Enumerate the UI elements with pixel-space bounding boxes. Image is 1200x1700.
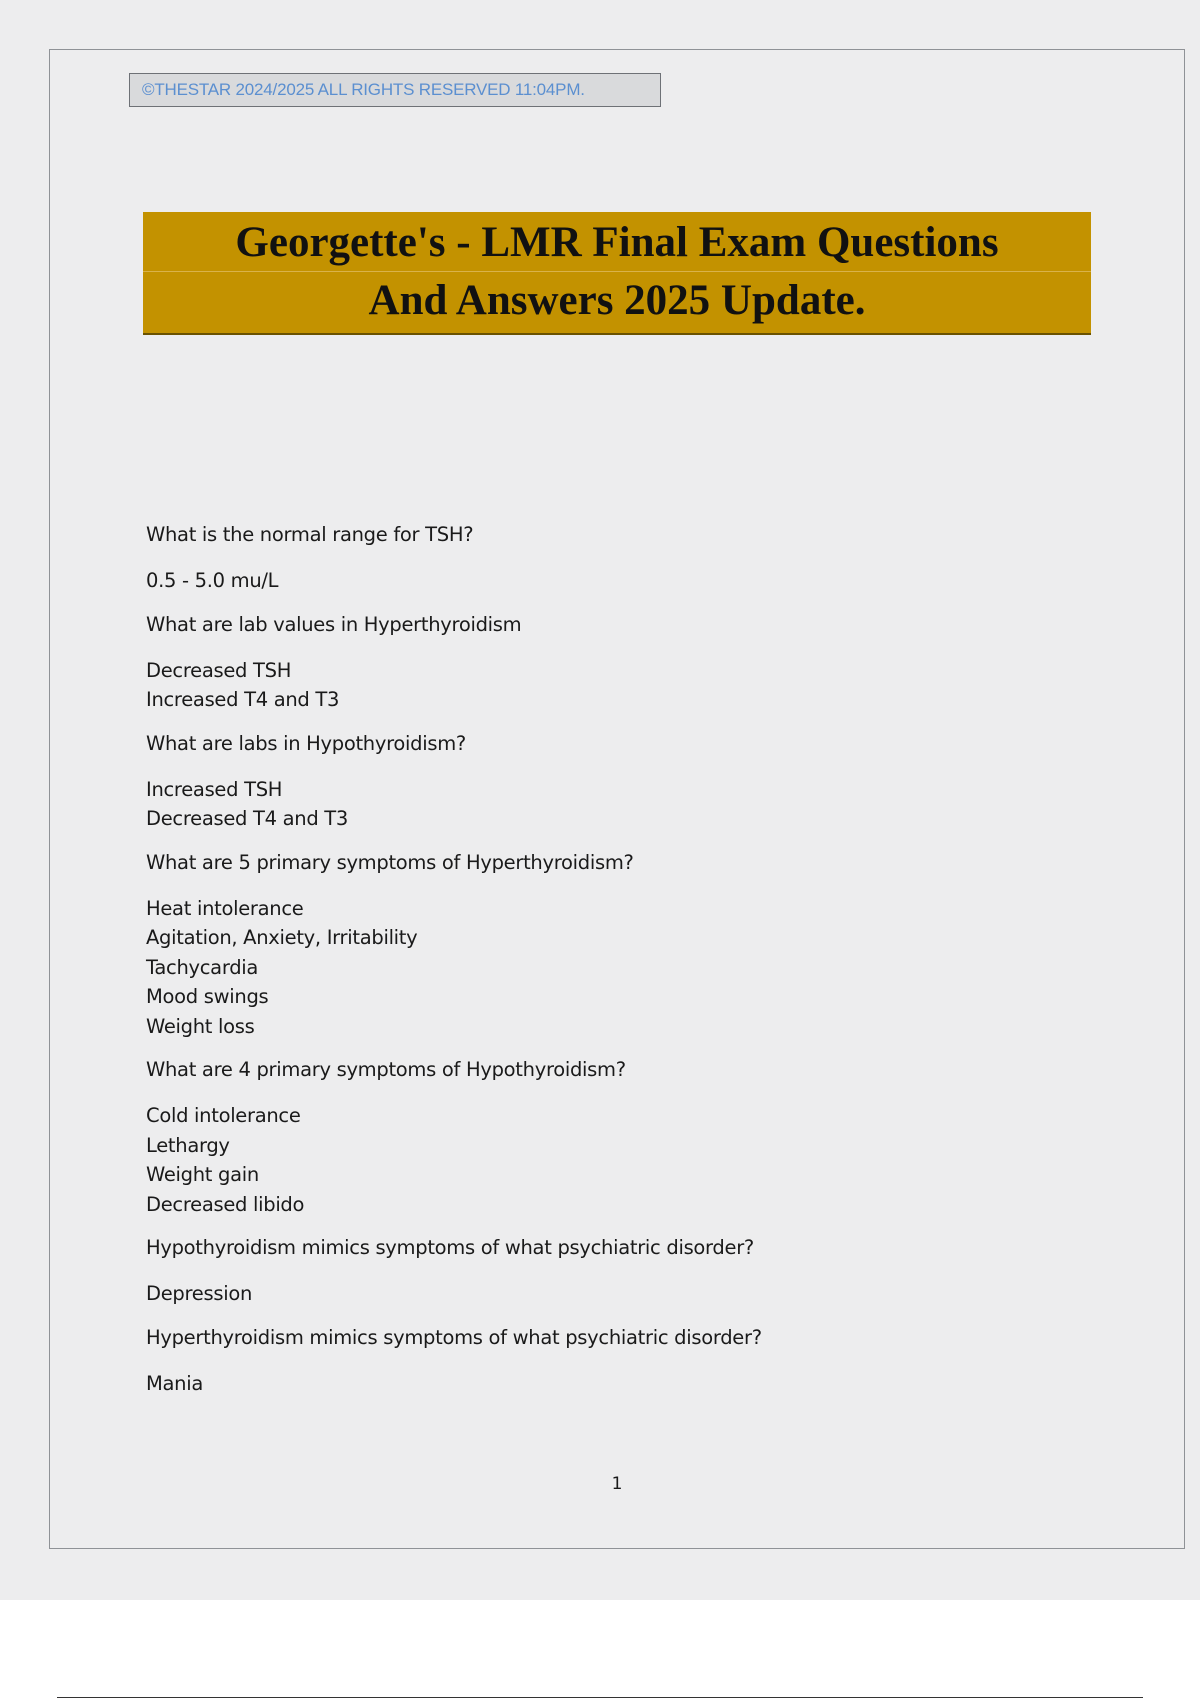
qa-item xyxy=(146,610,1046,715)
question-text: What is the normal range for TSH? xyxy=(146,523,474,546)
answer-line: Mania xyxy=(146,1371,204,1395)
answer-line: Weight gain xyxy=(146,1163,259,1186)
question-text: What are labs in Hypothyroidism? xyxy=(146,731,466,755)
question-text: What are 4 primary symptoms of Hypothyroidism? xyxy=(146,1058,626,1081)
answer-block xyxy=(146,775,1046,834)
answer-block xyxy=(146,656,1046,715)
answer-line: Increased T4 and T3 xyxy=(146,688,340,711)
qa-item xyxy=(146,520,1046,596)
qa-item xyxy=(146,729,1046,834)
answer-line: Tachycardia xyxy=(146,955,259,979)
qa-item xyxy=(146,1055,1046,1219)
answer-block xyxy=(146,1279,1046,1309)
answer-line: Increased TSH xyxy=(146,777,283,801)
answer-block xyxy=(146,566,1046,596)
answer-line: Decreased libido xyxy=(146,1192,305,1216)
answer-line: 0.5 - 5.0 mu/L xyxy=(146,569,279,592)
qa-item xyxy=(146,1233,1046,1309)
question-text: Hyperthyroidism mimics symptoms of what psychiatric disorder? xyxy=(146,1325,762,1349)
answer-block xyxy=(146,894,1046,1042)
answer-line: Decreased T4 and T3 xyxy=(146,807,349,830)
title-line-1: Georgette's - LMR Final Exam Questions xyxy=(143,214,1091,272)
answer-line: Agitation, Anxiety, Irritability xyxy=(146,926,418,949)
title-line-2: And Answers 2025 Update. xyxy=(368,277,866,324)
answer-line: Decreased TSH xyxy=(146,658,292,682)
question-text: What are 5 primary symptoms of Hyperthyroidism? xyxy=(146,850,634,874)
answer-line: Lethargy xyxy=(146,1133,230,1157)
answer-line: Heat intolerance xyxy=(146,896,304,920)
question-text: What are lab values in Hyperthyroidism xyxy=(146,612,522,636)
qa-item xyxy=(146,1323,1046,1399)
answer-block xyxy=(146,1101,1046,1219)
answer-line: Mood swings xyxy=(146,985,269,1008)
footer-rule xyxy=(57,1697,1143,1698)
qa-item xyxy=(146,848,1046,1042)
copyright-banner: ©THESTAR 2024/2025 ALL RIGHTS RESERVED 11:04PM. xyxy=(129,73,661,107)
answer-block xyxy=(146,1369,1046,1399)
question-text: Hypothyroidism mimics symptoms of what psychiatric disorder? xyxy=(146,1236,754,1259)
answer-line: Depression xyxy=(146,1282,253,1305)
answer-line: Weight loss xyxy=(146,1014,255,1038)
qa-list xyxy=(146,520,1046,1412)
document-title xyxy=(143,212,1091,335)
answer-line: Cold intolerance xyxy=(146,1104,301,1127)
page-number: 1 xyxy=(611,1474,623,1494)
